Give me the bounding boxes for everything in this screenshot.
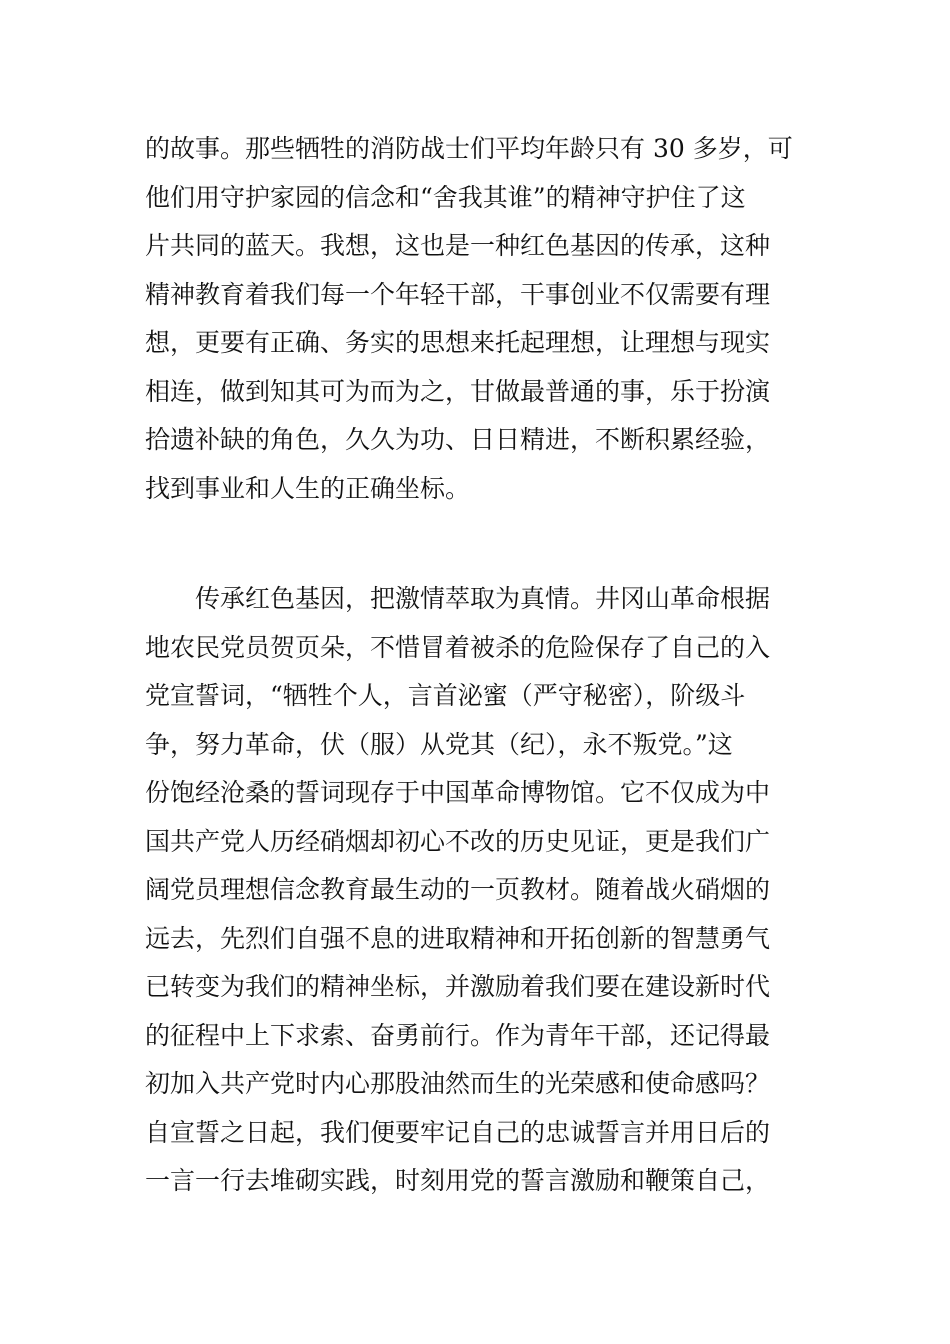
paragraph-line: 争，努力革命，伏（服）从党其（纪），永不叛党。”这 [145,729,733,759]
paragraph-line: 的故事。那些牺牲的消防战士们平均年龄只有 30 多岁，可 [145,134,793,163]
paragraph-line: 找到事业和人生的正确坐标。 [145,473,471,503]
paragraph-line: 片共同的蓝天。我想，这也是一种红色基因的传承，这种 [145,231,771,260]
paragraph-line: 传承红色基因，把激情萃取为真情。井冈山革命根据 [195,584,771,613]
paragraph-line: 的征程中上下求索、奋勇前行。作为青年干部，还记得最 [145,1020,771,1050]
paragraph-line: 份饱经沧桑的誓词现存于中国革命博物馆。它不仅成为中 [145,778,771,807]
paragraph-line: 地农民党员贺页朵，不惜冒着被杀的危险保存了自己的入 [145,632,771,662]
paragraph-line: 国共产党人历经硝烟却初心不改的历史见证，更是我们广 [145,826,771,856]
paragraph-line: 阔党员理想信念教育最生动的一页教材。随着战火硝烟的 [145,875,771,904]
paragraph-line: 精神教育着我们每一个年轻干部，干事创业不仅需要有理 [145,279,771,309]
paragraph-line: 相连，做到知其可为而为之，甘做最普通的事，乐于扮演 [145,376,771,406]
paragraph-line: 党宣誓词，“牺牲个人，言首泌蜜（严守秘密），阶级斗 [145,681,746,710]
paragraph-line: 已转变为我们的精神坐标，并激励着我们要在建设新时代 [145,972,771,1001]
paragraph-line: 自宣誓之日起，我们便要牢记自己的忠诚誓言并用日后的 [145,1117,771,1147]
paragraph-line: 想，更要有正确、务实的思想来托起理想，让理想与现实 [145,328,771,357]
paragraph-line: 他们用守护家园的信念和“舍我其谁”的精神守护住了这 [145,182,746,212]
paragraph-line: 初加入共产党时内心那股油然而生的光荣感和使命感吗？ [145,1069,771,1098]
paragraph-line: 一言一行去堆砌实践，时刻用党的誓言激励和鞭策自己， [145,1166,771,1195]
paragraph-line: 远去，先烈们自强不息的进取精神和开拓创新的智慧勇气 [145,923,771,953]
paragraph-1 [145,125,807,513]
paragraph-line: 拾遗补缺的角色，久久为功、日日精进，不断积累经验， [145,425,771,454]
paragraph-2 [145,575,807,1206]
